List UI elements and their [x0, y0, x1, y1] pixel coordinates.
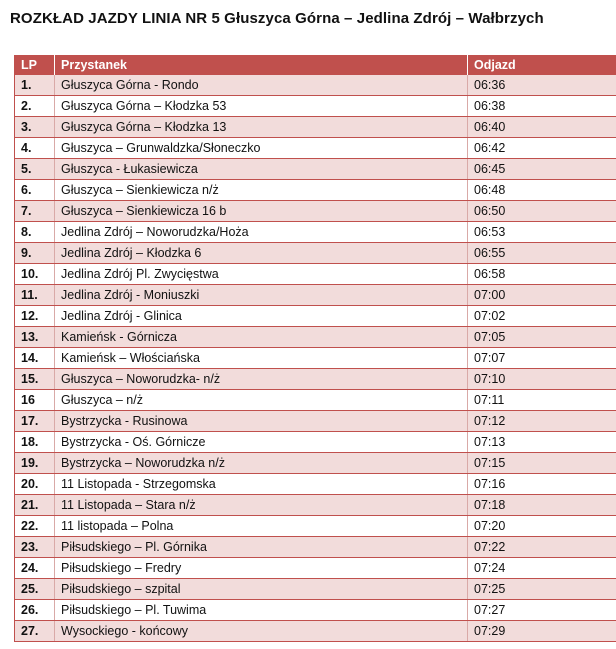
- row-departure: 06:48: [468, 180, 616, 201]
- table-row: [15, 390, 616, 411]
- table-row: [15, 537, 616, 558]
- row-lp: 6.: [15, 180, 55, 201]
- table-row: [15, 75, 616, 96]
- row-lp: 8.: [15, 222, 55, 243]
- row-lp: 3.: [15, 117, 55, 138]
- table-row: [15, 201, 616, 222]
- row-departure: 06:55: [468, 243, 616, 264]
- row-stop: 11 Listopada - Strzegomska: [55, 474, 468, 495]
- row-lp: 11.: [15, 285, 55, 306]
- table-row: [15, 474, 616, 495]
- row-departure: 07:11: [468, 390, 616, 411]
- page-title: ROZKŁAD JAZDY LINIA NR 5 Głuszyca Górna – Jedlina Zdrój – Wałbrzych: [10, 10, 544, 27]
- row-stop: Jedlina Zdrój – Noworudzka/Hoża: [55, 222, 468, 243]
- row-departure: 07:02: [468, 306, 616, 327]
- row-lp: 10.: [15, 264, 55, 285]
- table-row: [15, 558, 616, 579]
- row-stop: Jedlina Zdrój Pl. Zwycięstwa: [55, 264, 468, 285]
- table-row: [15, 411, 616, 432]
- row-lp: 12.: [15, 306, 55, 327]
- row-lp: 7.: [15, 201, 55, 222]
- row-lp: 9.: [15, 243, 55, 264]
- row-departure: 07:15: [468, 453, 616, 474]
- row-lp: 23.: [15, 537, 55, 558]
- row-lp: 13.: [15, 327, 55, 348]
- table-row: [15, 600, 616, 621]
- table-row: [15, 579, 616, 600]
- row-departure: 07:27: [468, 600, 616, 621]
- row-lp: 15.: [15, 369, 55, 390]
- row-lp: 14.: [15, 348, 55, 369]
- row-lp: 21.: [15, 495, 55, 516]
- table-row: [15, 516, 616, 537]
- row-departure: 06:36: [468, 75, 616, 96]
- row-departure: 07:12: [468, 411, 616, 432]
- row-stop: Piłsudskiego – Pl. Tuwima: [55, 600, 468, 621]
- row-lp: 19.: [15, 453, 55, 474]
- header-departure: Odjazd: [468, 55, 616, 75]
- row-departure: 07:10: [468, 369, 616, 390]
- row-departure: 07:29: [468, 621, 616, 642]
- row-departure: 07:18: [468, 495, 616, 516]
- row-stop: Piłsudskiego – Fredry: [55, 558, 468, 579]
- row-stop: Głuszyca – Noworudzka- n/ż: [55, 369, 468, 390]
- row-stop: Jedlina Zdrój - Moniuszki: [55, 285, 468, 306]
- table-row: [15, 432, 616, 453]
- row-departure: 06:38: [468, 96, 616, 117]
- row-stop: Jedlina Zdrój – Kłodzka 6: [55, 243, 468, 264]
- row-departure: 07:13: [468, 432, 616, 453]
- row-departure: 06:53: [468, 222, 616, 243]
- table-row: [15, 348, 616, 369]
- row-departure: 06:58: [468, 264, 616, 285]
- row-stop: Bystrzycka - Rusinowa: [55, 411, 468, 432]
- table-row: [15, 180, 616, 201]
- row-stop: Głuszyca – Sienkiewicza 16 b: [55, 201, 468, 222]
- row-departure: 07:22: [468, 537, 616, 558]
- table-row: [15, 96, 616, 117]
- header-stop: Przystanek: [55, 55, 468, 75]
- row-lp: 22.: [15, 516, 55, 537]
- row-stop: 11 Listopada – Stara n/ż: [55, 495, 468, 516]
- timetable: [14, 55, 616, 642]
- row-stop: Głuszyca – n/ż: [55, 390, 468, 411]
- table-body: [15, 75, 616, 642]
- row-lp: 17.: [15, 411, 55, 432]
- row-stop: Głuszyca – Sienkiewicza n/ż: [55, 180, 468, 201]
- table-row: [15, 285, 616, 306]
- row-stop: Wysockiego - końcowy: [55, 621, 468, 642]
- table-row: [15, 369, 616, 390]
- row-lp: 1.: [15, 75, 55, 96]
- row-stop: Piłsudskiego – szpital: [55, 579, 468, 600]
- row-lp: 18.: [15, 432, 55, 453]
- table-row: [15, 495, 616, 516]
- row-stop: 11 listopada – Polna: [55, 516, 468, 537]
- row-stop: Piłsudskiego – Pl. Górnika: [55, 537, 468, 558]
- row-lp: 26.: [15, 600, 55, 621]
- row-departure: 07:24: [468, 558, 616, 579]
- row-stop: Głuszyca Górna – Kłodzka 53: [55, 96, 468, 117]
- table-row: [15, 138, 616, 159]
- row-departure: 06:50: [468, 201, 616, 222]
- table-row: [15, 453, 616, 474]
- table-row: [15, 621, 616, 642]
- row-lp: 24.: [15, 558, 55, 579]
- table-row: [15, 327, 616, 348]
- row-departure: 07:20: [468, 516, 616, 537]
- row-stop: Jedlina Zdrój - Glinica: [55, 306, 468, 327]
- table-row: [15, 117, 616, 138]
- row-stop: Głuszyca Górna – Kłodzka 13: [55, 117, 468, 138]
- row-departure: 06:40: [468, 117, 616, 138]
- row-departure: 06:45: [468, 159, 616, 180]
- row-lp: 25.: [15, 579, 55, 600]
- row-departure: 07:07: [468, 348, 616, 369]
- row-stop: Bystrzycka - Oś. Górnicze: [55, 432, 468, 453]
- row-stop: Kamieńsk – Włościańska: [55, 348, 468, 369]
- table-row: [15, 222, 616, 243]
- table-row: [15, 306, 616, 327]
- row-stop: Głuszyca Górna - Rondo: [55, 75, 468, 96]
- row-lp: 4.: [15, 138, 55, 159]
- table-row: [15, 243, 616, 264]
- row-stop: Głuszyca – Grunwaldzka/Słoneczko: [55, 138, 468, 159]
- table-row: [15, 159, 616, 180]
- row-departure: 06:42: [468, 138, 616, 159]
- row-lp: 27.: [15, 621, 55, 642]
- row-stop: Bystrzycka – Noworudzka n/ż: [55, 453, 468, 474]
- row-departure: 07:25: [468, 579, 616, 600]
- row-departure: 07:16: [468, 474, 616, 495]
- row-lp: 2.: [15, 96, 55, 117]
- table-header-row: [15, 55, 616, 75]
- row-lp: 5.: [15, 159, 55, 180]
- row-departure: 07:05: [468, 327, 616, 348]
- row-departure: 07:00: [468, 285, 616, 306]
- table-row: [15, 264, 616, 285]
- row-stop: Głuszyca - Łukasiewicza: [55, 159, 468, 180]
- timetable-table: [14, 55, 616, 642]
- row-stop: Kamieńsk - Górnicza: [55, 327, 468, 348]
- header-lp: LP: [15, 55, 55, 75]
- row-lp: 20.: [15, 474, 55, 495]
- row-lp: 16: [15, 390, 55, 411]
